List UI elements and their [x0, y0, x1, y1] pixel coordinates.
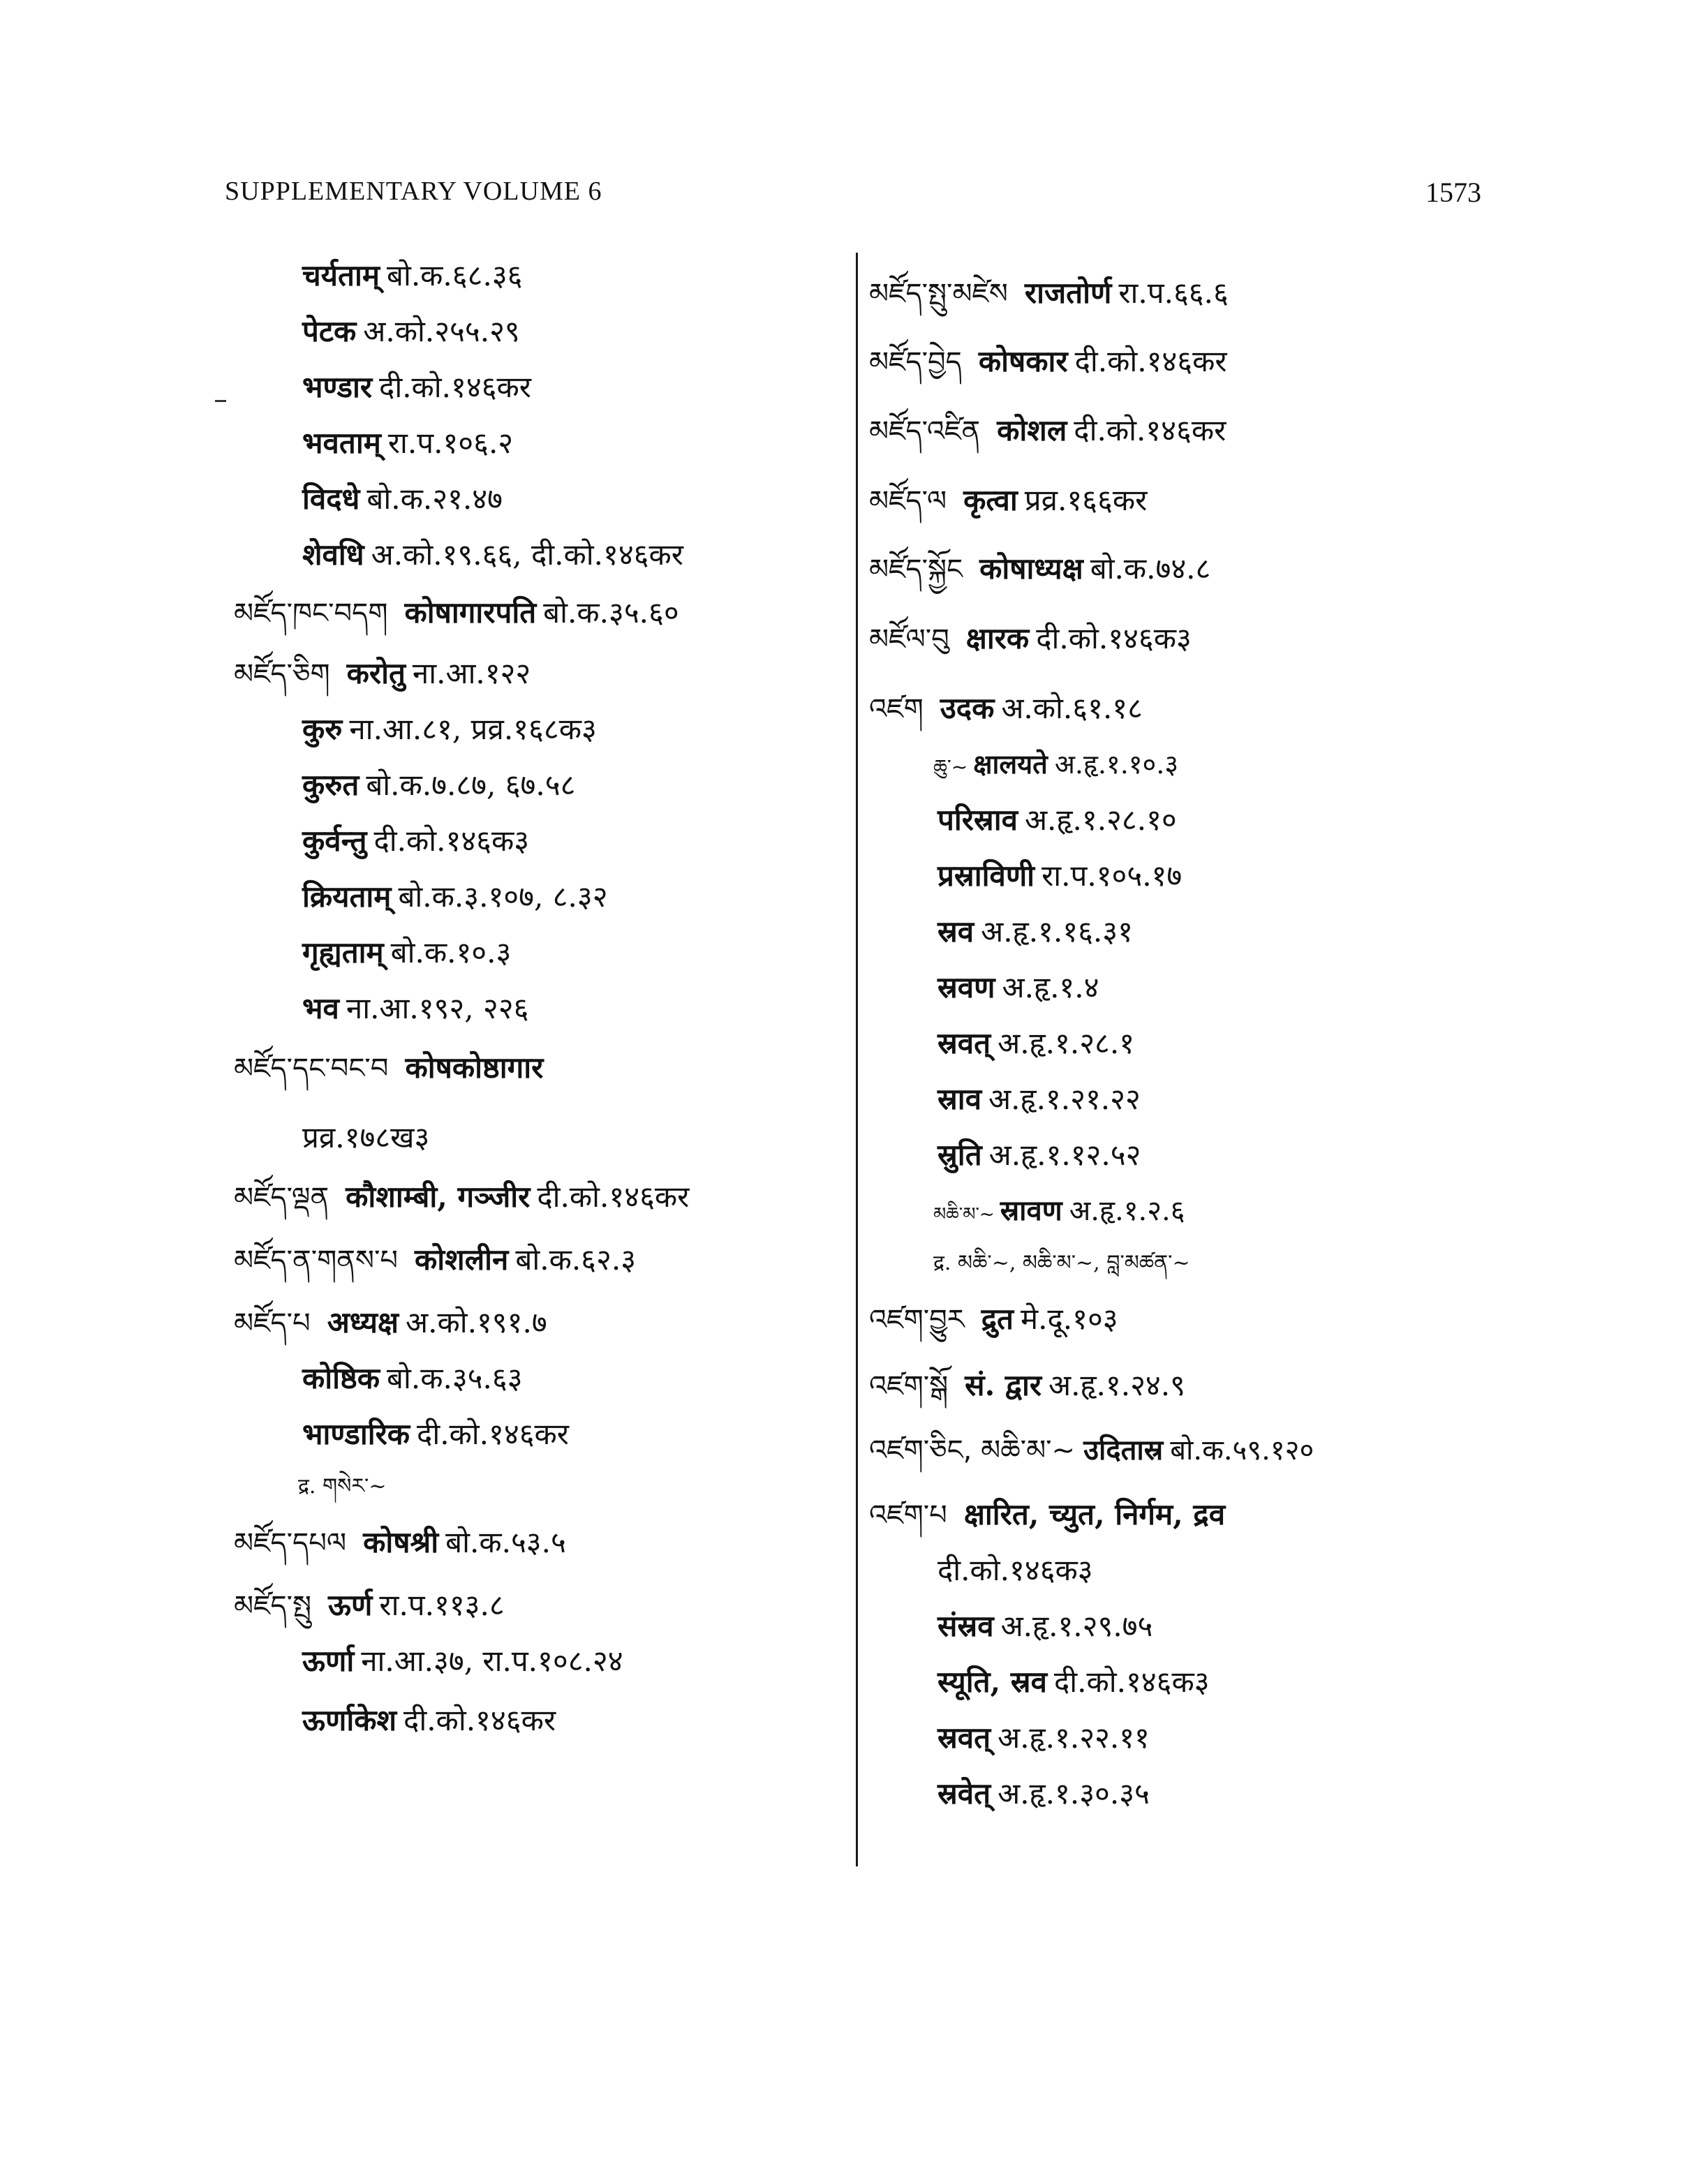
entry-line: མཛོད་བྱེད कोषकार दी.को.१४६कर [869, 344, 1227, 378]
margin-mark [215, 400, 226, 402]
entry-line: स्राव अ.हृ.१.२१.२२ [937, 1082, 1141, 1116]
entry-line: མཛོད་སྐྱོང कोषाध्यक्ष बो.क.७४.८ [869, 551, 1211, 586]
entry-line: कुर्वन्तु दी.को.१४६क३ [302, 824, 530, 858]
entry-line: पेटक अ.को.२५५.२९ [302, 314, 520, 348]
entry-line: स्रवत् अ.हृ.१.२८.१ [937, 1026, 1135, 1060]
cross-reference: द्र. མཆི་~, མཆི་མ་~, བླ་མཚན་~ [933, 1251, 1190, 1275]
page-header [225, 176, 1481, 218]
entry-line: कोष्ठिक बो.क.३५.६३ [302, 1361, 523, 1395]
entry-line: འཛག उदक अ.को.६१.१८ [869, 691, 1143, 725]
entry-line: འཛག་སྒོ सं. द्वार अ.हृ.१.२४.९ [869, 1368, 1185, 1402]
entry-line: མཛོད་སྤུ ऊर्ण रा.प.११३.८ [234, 1588, 505, 1622]
entry-line: स्यूति, स्रव दी.को.१४६क३ [937, 1665, 1210, 1699]
entry-line: ཆུ་~ क्षालयते अ.हृ.१.१०.३ [933, 748, 1179, 780]
entry-line: ऊर्णाकेश दी.को.१४६कर [302, 1703, 556, 1737]
entry-line: भव ना.आ.१९२, २२६ [302, 991, 529, 1025]
entry-line: མཛོད་ལྡན कौशाम्बी, गञ्जीर दी.को.१४६कर [234, 1180, 690, 1214]
entry-line: स्रवण अ.हृ.१.४ [937, 970, 1099, 1004]
entry-line: མཛོད་ཅིག करोतु ना.आ.१२२ [234, 656, 531, 690]
entry-line: विदधे बो.क.२१.४७ [302, 482, 503, 516]
cross-reference: द्र. གསེར་~ [298, 1474, 387, 1499]
entry-line: स्रवेत् अ.हृ.१.३०.३५ [937, 1776, 1150, 1811]
entry-line: མཛོད་ཁང་བདག कोषागारपति बो.क.३५.६० [234, 595, 679, 630]
entry-line: མཛོད་ན་གནས་པ कोशलीन बो.क.६२.३ [234, 1242, 637, 1277]
entry-line: མཛོད་པ अध्यक्ष अ.को.१९१.७ [234, 1305, 547, 1339]
entry-line: कुरु ना.आ.८१, प्रव्र.१६८क३ [302, 712, 597, 746]
column-divider [856, 253, 858, 1866]
entry-line: भण्डार दी.को.१४६कर [302, 370, 531, 404]
entry-line: भाण्डारिक दी.को.१४६कर [302, 1417, 569, 1451]
entry-line: ऊर्णा ना.आ.३७, रा.प.१०८.२४ [302, 1644, 623, 1678]
entry-line: दी.को.१४६क३ [937, 1553, 1093, 1587]
entry-line: མཛོད་ལ कृत्वा प्रव्र.१६६कर [869, 483, 1148, 517]
entry-line: गृह्यताम् बो.क.१०.३ [302, 935, 512, 970]
entry-line: क्रियताम् बो.क.३.१०७, ८.३२ [302, 879, 608, 914]
entry-line: प्रस्राविणी रा.प.१०५.१७ [937, 859, 1183, 893]
entry-line: शेवधि अ.को.१९.६६, दी.को.१४६कर [302, 537, 683, 572]
entry-line: कुरुत बो.क.७.८७, ६७.५८ [302, 768, 576, 802]
entry-line: संस्रव अ.हृ.१.२९.७५ [937, 1609, 1153, 1643]
entry-line: མཛོད་འཛིན कोशल दी.को.१४६कर [869, 413, 1226, 447]
entry-line: འཛག་པ क्षारित, च्युत, निर्गम, द्रव [869, 1497, 1226, 1531]
entry-line: स्रुति अ.हृ.१.१२.५२ [937, 1138, 1141, 1172]
entry-line: चर्यताम् बो.क.६८.३६ [302, 258, 523, 292]
running-head: SUPPLEMENTARY VOLUME 6 [225, 177, 602, 206]
entry-line: མཛོལ་བུ क्षारक दी.को.१४६क३ [869, 621, 1192, 655]
entry-line: परिस्राव अ.हृ.१.२८.१० [937, 803, 1177, 837]
entry-line: प्रव्र.१७८ख३ [302, 1120, 430, 1154]
entry-line: མཆི་མ་~ स्रावण अ.हृ.१.२.६ [933, 1194, 1185, 1227]
entry-line: མཛོད་དང་བང་བ कोषकोष्ठागार [234, 1050, 544, 1085]
page-number: 1573 [1425, 177, 1481, 208]
entry-line: भवताम् रा.प.१०६.२ [302, 426, 514, 460]
entry-line: མཛོད་སྤུ་མཛེས राजतोर्ण रा.प.६६.६ [869, 276, 1229, 310]
entry-line: स्रवत् अ.हृ.१.२२.११ [937, 1721, 1150, 1755]
entry-line: स्रव अ.हृ.१.१६.३१ [937, 914, 1133, 949]
entry-line: འཛག་ཅིང, མཆི་མ་~ उदितास्र बो.क.५९.१२० [869, 1434, 1314, 1466]
entry-line: འཛག་བྱུར द्रुत मे.दू.१०३ [869, 1302, 1118, 1336]
entry-line: མཛོད་དཔལ कोषश्री बो.क.५३.५ [234, 1525, 566, 1559]
